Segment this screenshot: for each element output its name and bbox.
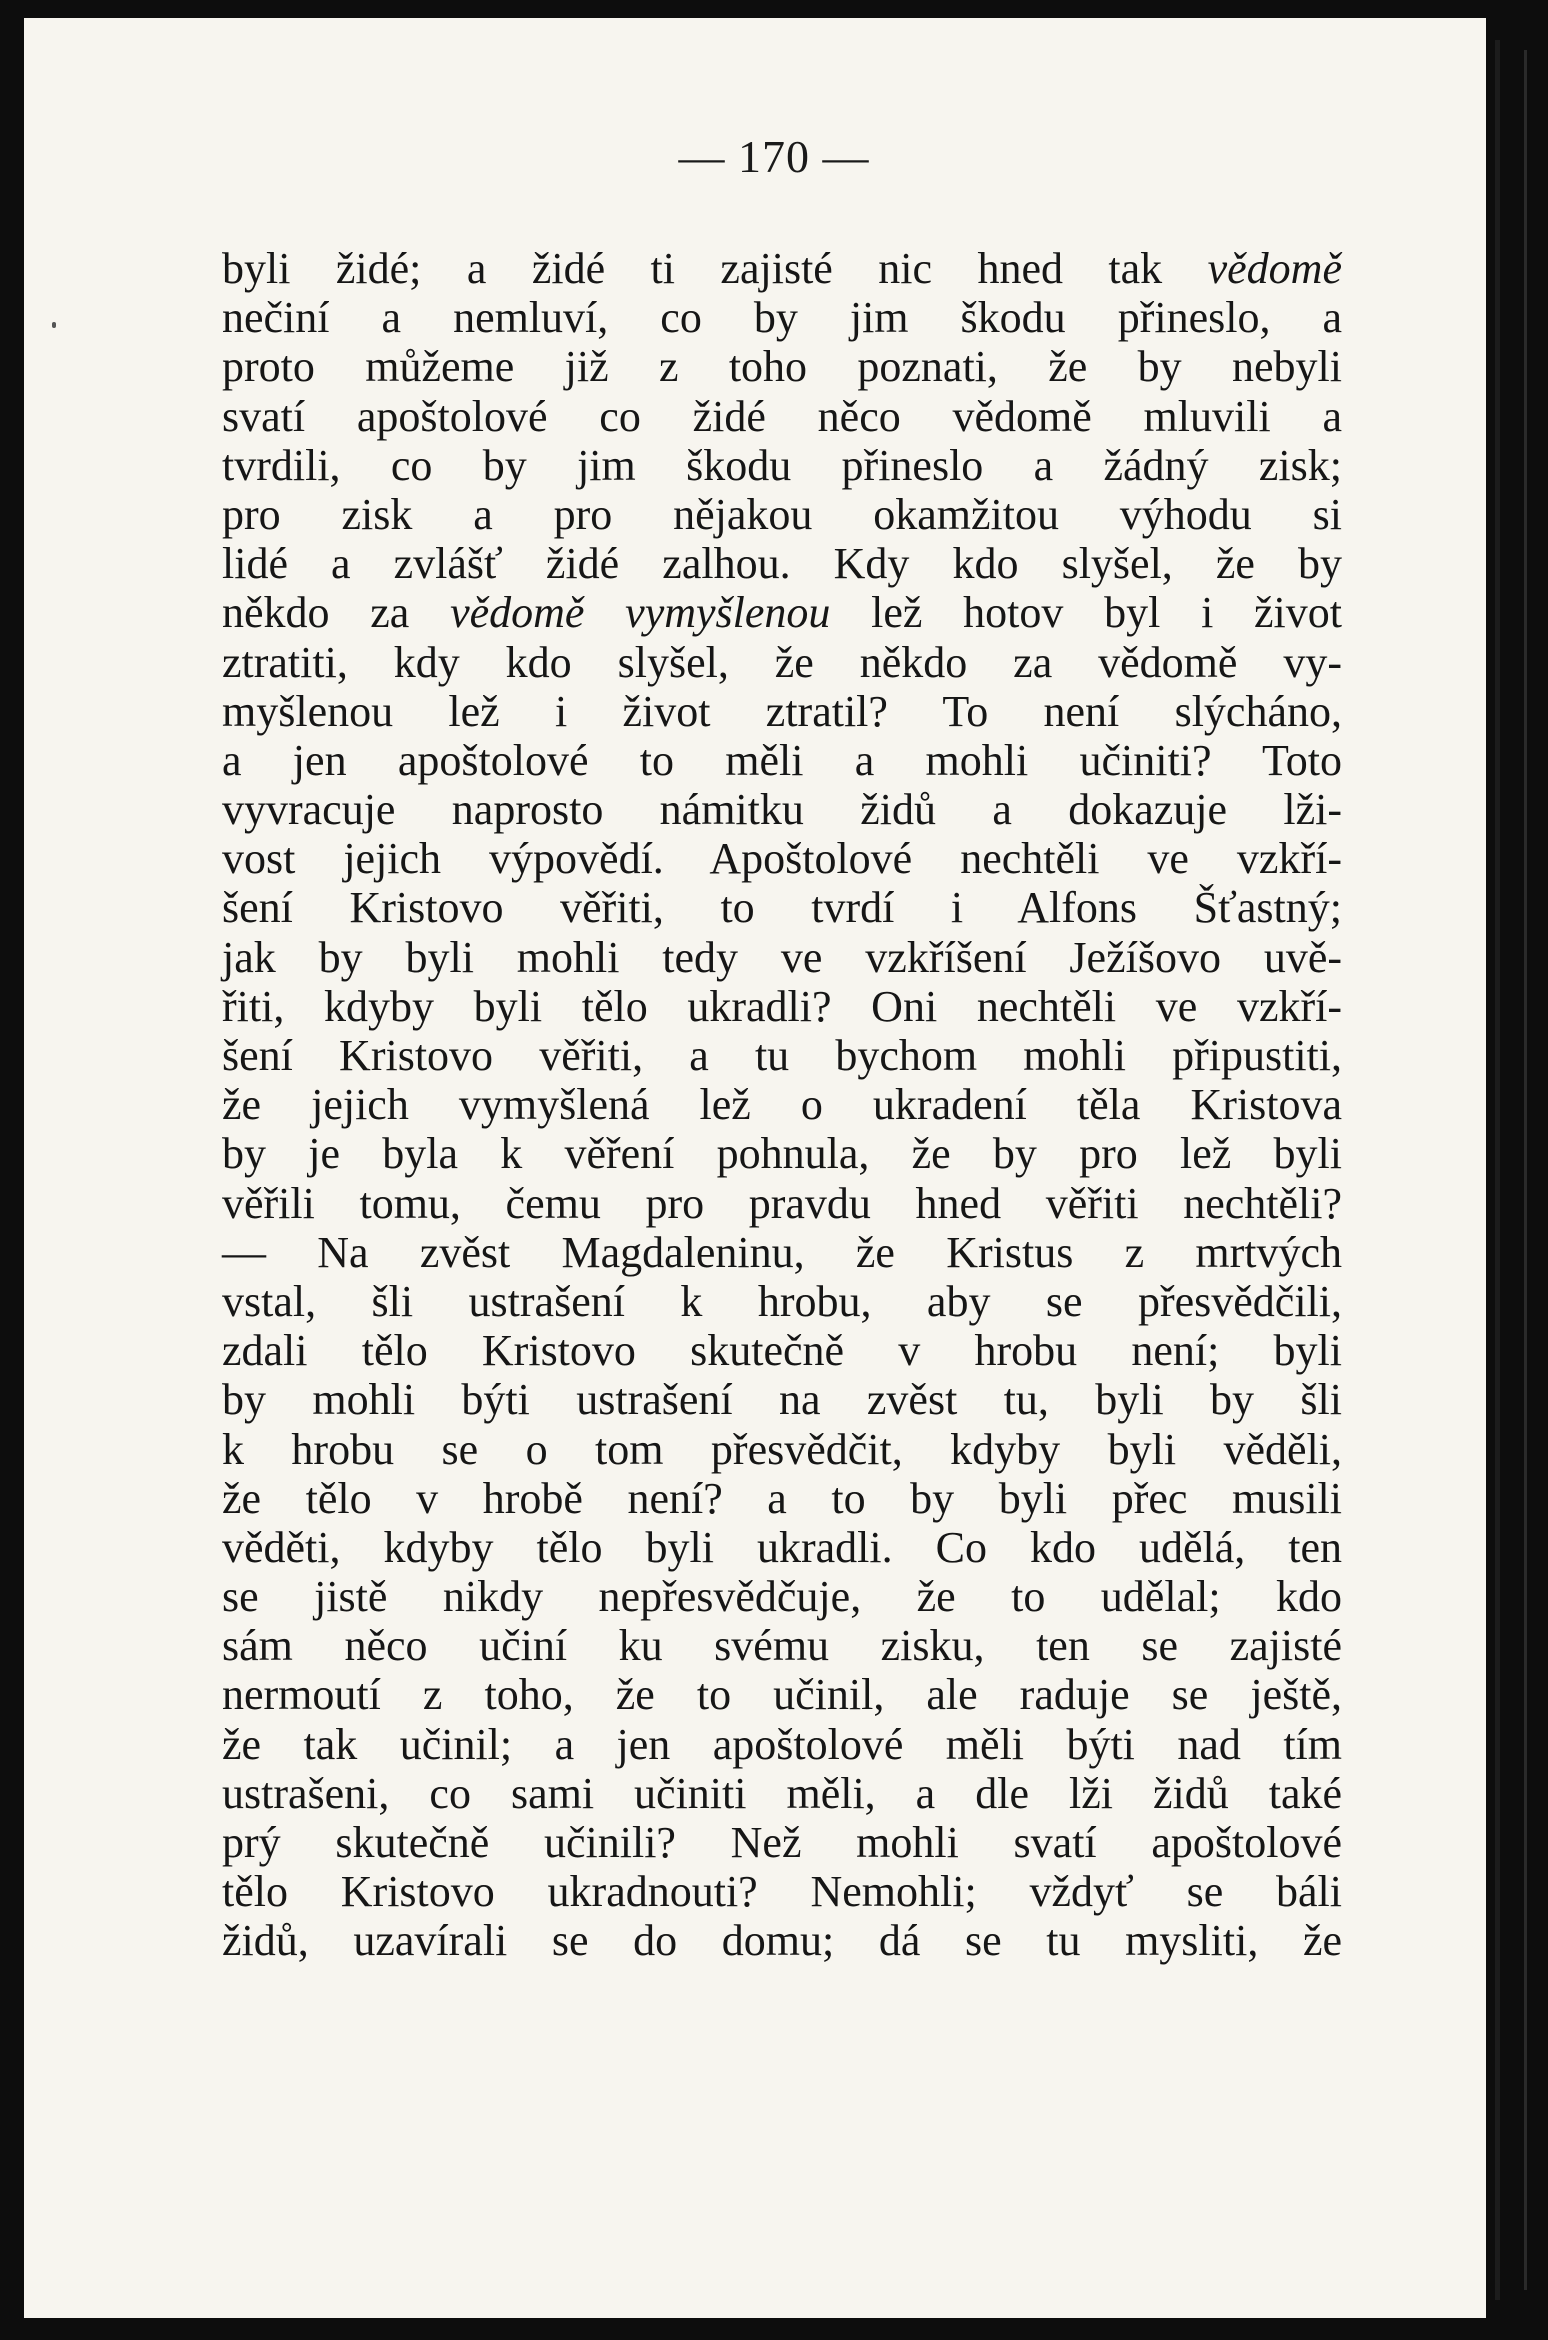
text-line <box>222 1474 1342 1523</box>
text-line <box>222 1179 1342 1228</box>
text-line-segment: pro zisk a pro nějakou okamžitou výhodu si <box>222 489 1342 539</box>
text-line-segment: k hrobu se o tom přesvědčit, kdyby byli věděli, <box>222 1424 1342 1474</box>
page-edge-shadow-outer <box>1524 50 1527 2290</box>
text-line <box>222 392 1342 441</box>
text-line-segment: šení Kristovo věřiti, to tvrdí i Alfons Šťastný; <box>222 883 1342 933</box>
ink-speck <box>52 322 56 328</box>
text-line <box>222 1572 1342 1621</box>
text-line-segment: sám něco učiní ku svému zisku, ten se zajisté <box>222 1621 1342 1671</box>
text-line <box>222 1621 1342 1670</box>
text-line <box>222 1228 1342 1277</box>
text-line-segment: by mohli býti ustrašení na zvěst tu, byli by šli <box>222 1375 1342 1425</box>
text-line <box>222 1080 1342 1129</box>
page-number: — 170 — <box>678 131 870 182</box>
text-line <box>222 1277 1342 1326</box>
text-line-segment: někdo za <box>222 588 451 638</box>
text-line <box>222 441 1342 490</box>
text-line-segment: že tělo v hrobě není? a to by byli přec musili <box>222 1473 1342 1523</box>
text-line <box>222 490 1342 539</box>
text-line-segment: ustrašeni, co sami učiniti měli, a dle lži židů také <box>222 1768 1342 1818</box>
text-line <box>222 1670 1342 1719</box>
text-line <box>222 293 1342 342</box>
emphasized-text: vědomě vymyšlenou <box>450 588 831 638</box>
text-line <box>222 244 1342 293</box>
text-line-segment: židů, uzavírali se do domu; dá se tu mysliti, že <box>222 1916 1342 1966</box>
page-edge-shadow <box>1495 40 1500 2300</box>
text-line <box>222 785 1342 834</box>
text-line-segment: se jistě nikdy nepřesvědčuje, že to udělal; kdo <box>222 1572 1342 1622</box>
text-line-segment: by je byla k věření pohnula, že by pro lež byli <box>222 1129 1342 1179</box>
text-line-segment: že tak učinil; a jen apoštolové měli býti nad tím <box>222 1719 1342 1769</box>
text-line-segment: ztratiti, kdy kdo slyšel, že někdo za vědomě vy- <box>222 637 1342 687</box>
text-line-segment: — Na zvěst Magdaleninu, že Kristus z mrtvých <box>222 1227 1342 1277</box>
text-line <box>222 933 1342 982</box>
text-line-segment: nermoutí z toho, že to učinil, ale raduje se ještě, <box>222 1670 1342 1720</box>
text-line <box>222 1867 1342 1916</box>
text-line-segment: a jen apoštolové to měli a mohli učiniti? Toto <box>222 735 1342 785</box>
text-line-segment: že jejich vymyšlená lež o ukradení těla Kristova <box>222 1080 1342 1130</box>
body-text <box>222 244 1342 1966</box>
text-line <box>222 638 1342 687</box>
text-line <box>222 1375 1342 1424</box>
text-line-segment: nečiní a nemluví, co by jim škodu přineslo, a <box>222 293 1342 343</box>
text-line <box>222 687 1342 736</box>
text-line-segment: lidé a zvlášť židé zalhou. Kdy kdo slyšel, že by <box>222 539 1342 589</box>
text-line <box>222 883 1342 932</box>
text-line <box>222 1720 1342 1769</box>
text-line-segment: věřili tomu, čemu pro pravdu hned věřiti nechtěli? <box>222 1178 1342 1228</box>
text-line <box>222 1769 1342 1818</box>
text-line <box>222 588 1342 637</box>
text-line <box>222 1326 1342 1375</box>
text-line-segment: tělo Kristovo ukradnouti? Nemohli; vždyť se báli <box>222 1867 1342 1917</box>
text-line <box>222 1129 1342 1178</box>
text-line-segment: jak by byli mohli tedy ve vzkříšení Ježíšovo uvě- <box>222 932 1342 982</box>
emphasized-text: vědomě <box>1207 244 1342 293</box>
text-line <box>222 1031 1342 1080</box>
text-line-segment: vstal, šli ustrašení k hrobu, aby se přesvědčili, <box>222 1276 1342 1326</box>
text-line <box>222 1425 1342 1474</box>
text-line-segment: proto můžeme již z toho poznati, že by nebyli <box>222 342 1342 392</box>
text-line-segment: vyvracuje naprosto námitku židů a dokazuje lži- <box>222 785 1342 835</box>
text-line <box>222 834 1342 883</box>
text-line <box>222 1916 1342 1965</box>
text-line <box>222 342 1342 391</box>
text-line-segment: tvrdili, co by jim škodu přineslo a žádný zisk; <box>222 440 1342 490</box>
text-line <box>222 1523 1342 1572</box>
text-line-segment: lež hotov byl i život <box>830 588 1343 638</box>
text-line <box>222 736 1342 785</box>
text-line <box>222 539 1342 588</box>
text-line-segment: řiti, kdyby byli tělo ukradli? Oni nechtěli ve vzkří- <box>222 981 1342 1031</box>
text-line <box>222 982 1342 1031</box>
text-line-segment: zdali tělo Kristovo skutečně v hrobu není; byli <box>222 1326 1342 1376</box>
text-line-segment: vost jejich výpovědí. Apoštolové nechtěli ve vzkří- <box>222 834 1342 884</box>
text-line-segment: byli židé; a židé ti zajisté nic hned tak <box>222 244 1208 293</box>
text-line-segment: prý skutečně učinili? Než mohli svatí apoštolové <box>222 1818 1342 1867</box>
text-line-segment: svatí apoštolové co židé něco vědomě mluvili a <box>222 391 1342 441</box>
text-line-segment: věděti, kdyby tělo byli ukradli. Co kdo udělá, ten <box>222 1522 1342 1572</box>
text-line-segment: myšlenou lež i život ztratil? To není slýcháno, <box>222 686 1342 736</box>
text-line-segment: šení Kristovo věřiti, a tu bychom mohli připustiti, <box>222 1031 1342 1080</box>
text-line <box>222 1818 1342 1867</box>
